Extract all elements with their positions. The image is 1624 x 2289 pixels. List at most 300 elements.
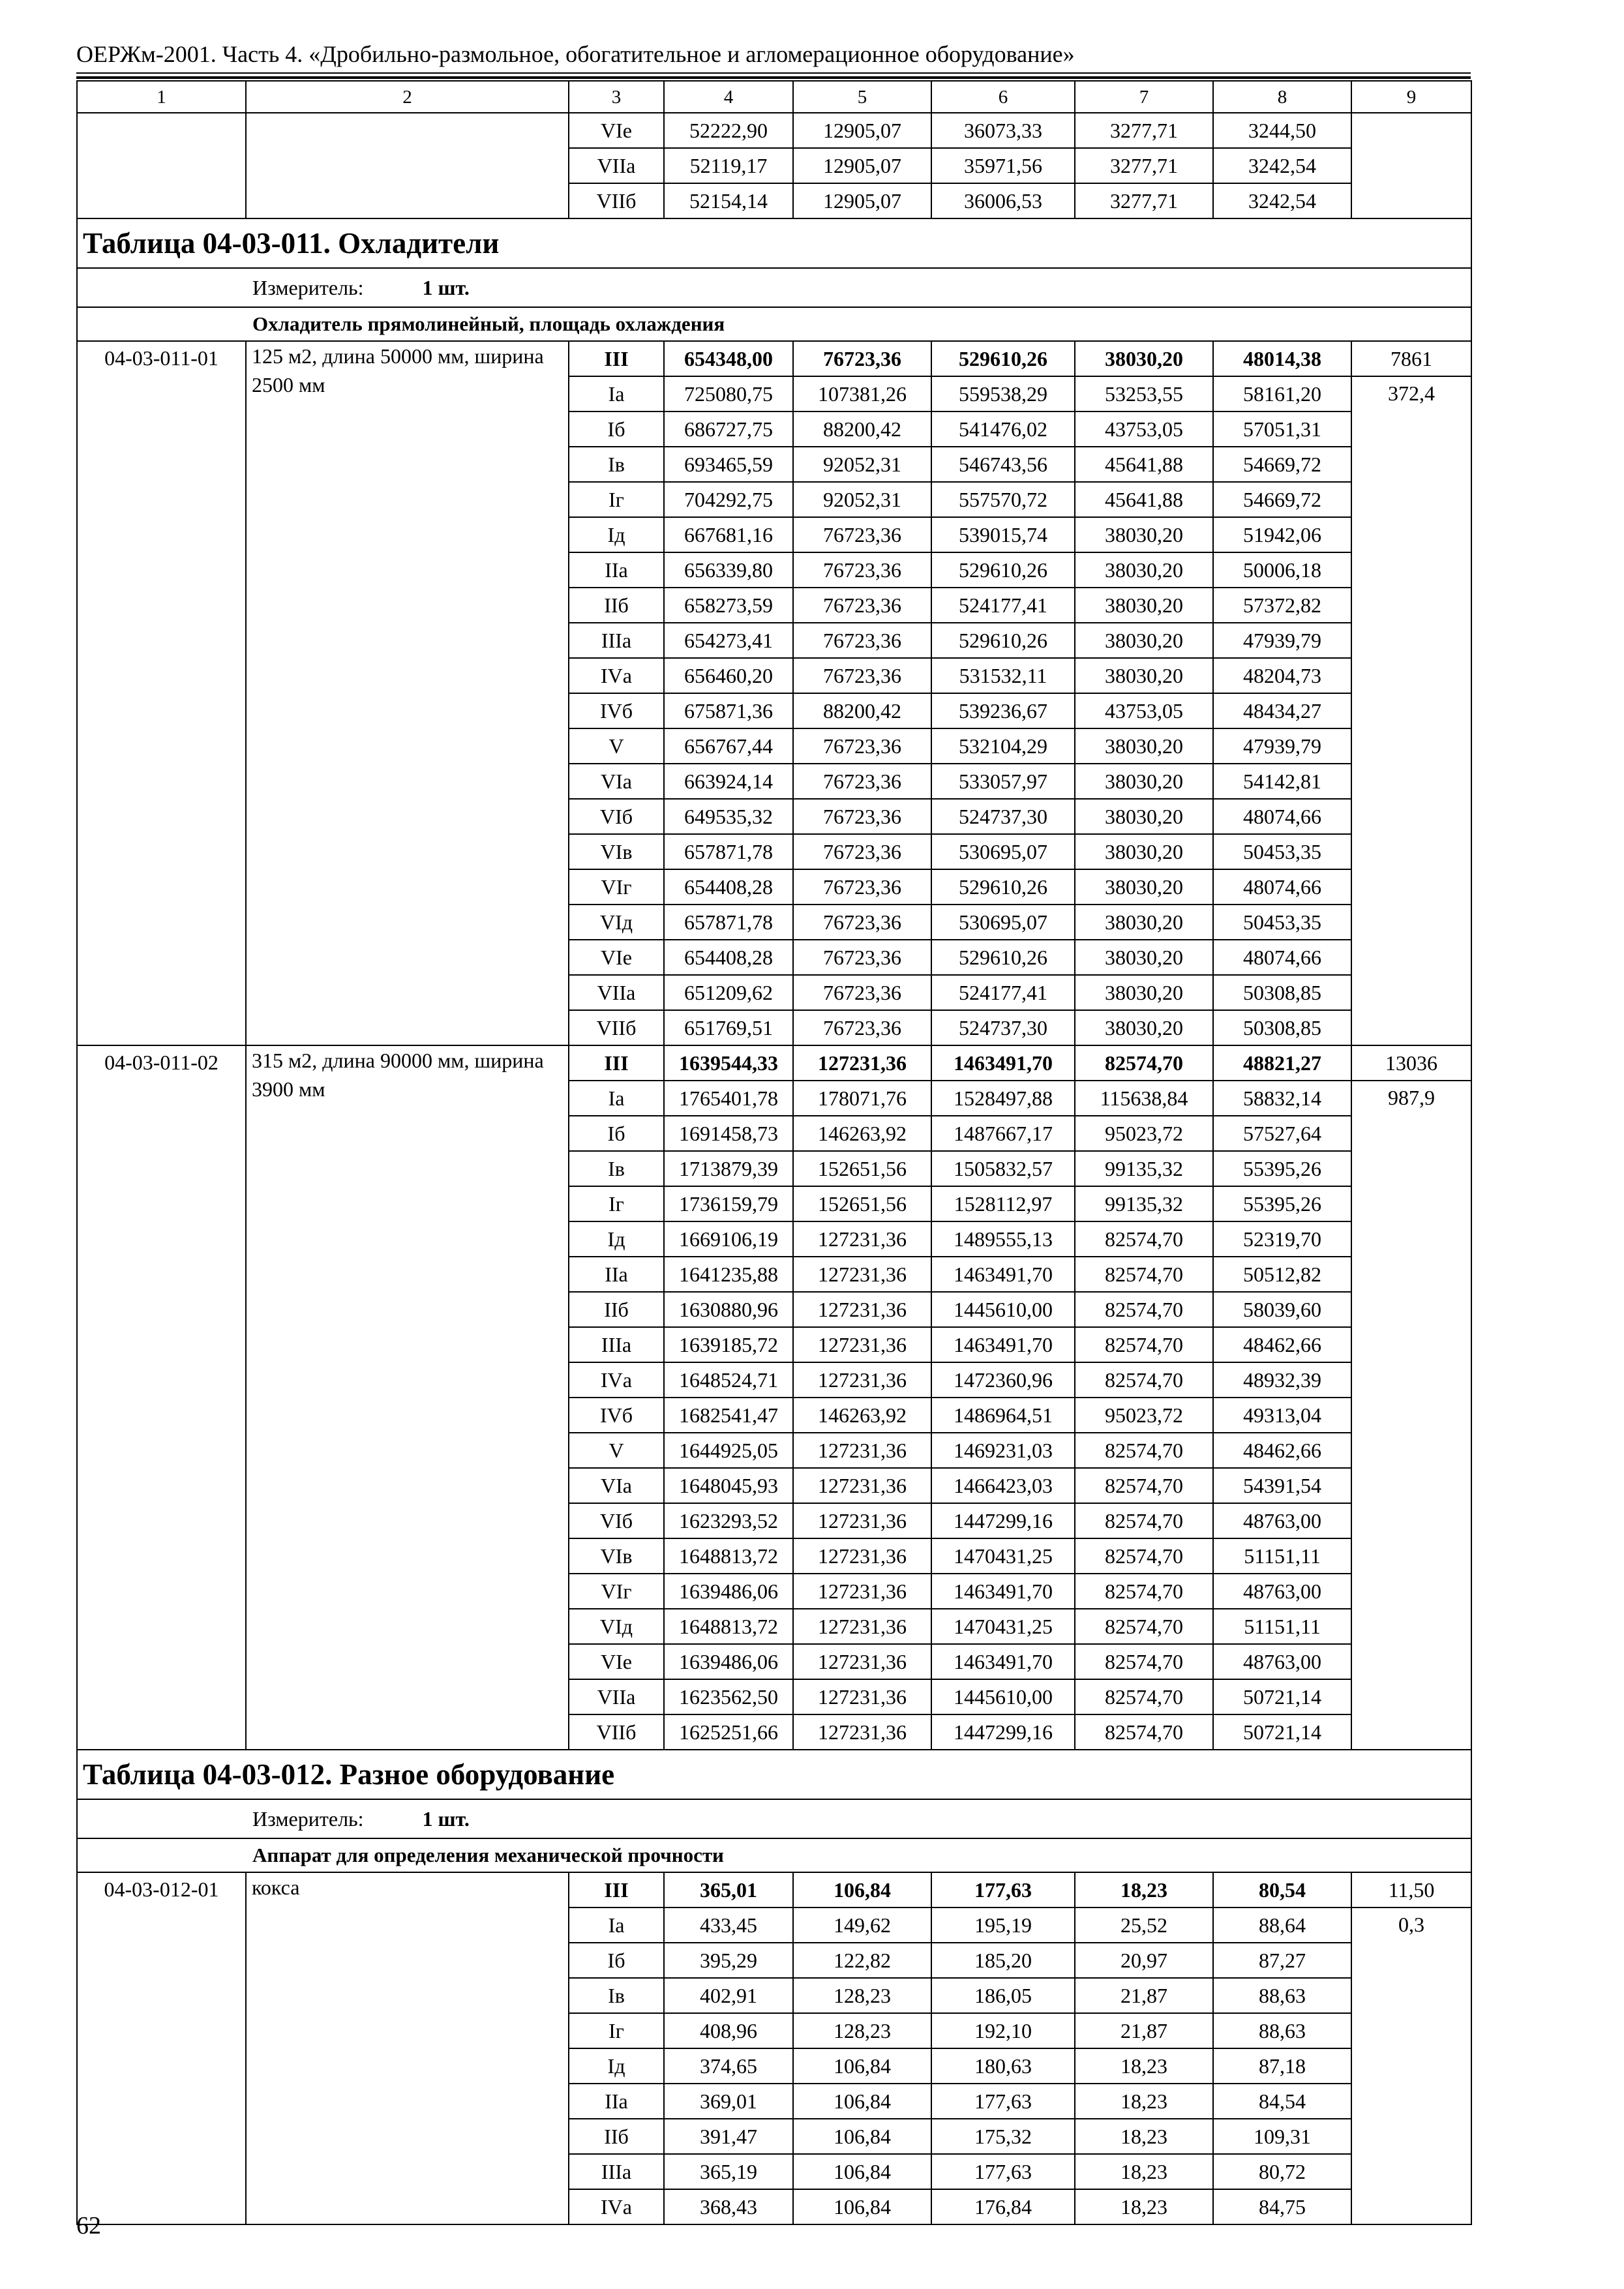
materials-cost-cell: 47939,79	[1213, 728, 1351, 764]
machinist-wages-cell: 82574,70	[1075, 1574, 1213, 1609]
cost-group-cell: VIд	[569, 905, 664, 940]
total-cost-cell: 1669106,19	[664, 1221, 793, 1257]
materials-cost-cell: 50308,85	[1213, 975, 1351, 1010]
measure-line	[78, 1803, 1471, 1835]
total-cost-cell: 1736159,79	[664, 1186, 793, 1221]
subtitle-row	[77, 1838, 1471, 1872]
total-cost-cell: 1639486,06	[664, 1644, 793, 1679]
cost-group-cell: Iв	[569, 1978, 664, 2013]
wages-cell: 127231,36	[793, 1503, 931, 1538]
wages-cell: 127231,36	[793, 1292, 931, 1327]
total-cost-cell: 1630880,96	[664, 1292, 793, 1327]
machinist-wages-cell: 43753,05	[1075, 411, 1213, 447]
machinist-wages-cell: 45641,88	[1075, 447, 1213, 482]
machinist-wages-cell: 82574,70	[1075, 1257, 1213, 1292]
machine-cost-cell: 529610,26	[931, 869, 1075, 905]
machine-cost-cell: 1487667,17	[931, 1116, 1075, 1151]
total-cost-cell: 402,91	[664, 1978, 793, 2013]
machinist-wages-cell: 38030,20	[1075, 834, 1213, 869]
wages-cell: 128,23	[793, 2013, 931, 2048]
machinist-wages-cell: 82574,70	[1075, 1503, 1213, 1538]
wages-cell: 127231,36	[793, 1045, 931, 1081]
machinist-wages-cell: 38030,20	[1075, 940, 1213, 975]
extra-cell: 987,9	[1351, 1081, 1471, 1750]
table-title-row	[77, 1750, 1471, 1799]
total-cost-cell: 52222,90	[664, 113, 793, 148]
cost-group-cell: VIб	[569, 799, 664, 834]
wages-cell: 127231,36	[793, 1574, 931, 1609]
total-cost-cell: 704292,75	[664, 482, 793, 517]
materials-cost-cell: 3242,54	[1213, 183, 1351, 218]
wages-cell: 76723,36	[793, 764, 931, 799]
machinist-wages-cell: 99135,32	[1075, 1186, 1213, 1221]
wages-cell: 127231,36	[793, 1714, 931, 1750]
column-number-cell: 5	[793, 81, 931, 113]
measure-row	[77, 1799, 1471, 1838]
wages-cell: 76723,36	[793, 834, 931, 869]
cost-group-cell: V	[569, 1433, 664, 1468]
wages-cell: 76723,36	[793, 658, 931, 693]
machine-cost-cell: 1463491,70	[931, 1045, 1075, 1081]
cost-group-cell: IIа	[569, 552, 664, 588]
total-cost-cell: 656339,80	[664, 552, 793, 588]
machine-cost-cell: 176,84	[931, 2189, 1075, 2224]
machine-cost-cell: 541476,02	[931, 411, 1075, 447]
machine-cost-cell: 557570,72	[931, 482, 1075, 517]
total-cost-cell: 1648524,71	[664, 1362, 793, 1398]
wages-cell: 106,84	[793, 2048, 931, 2084]
materials-cost-cell: 57051,31	[1213, 411, 1351, 447]
materials-cost-cell: 55395,26	[1213, 1151, 1351, 1186]
extra-cell: 13036	[1351, 1045, 1471, 1081]
extra-cell	[1351, 113, 1471, 218]
machinist-wages-cell: 18,23	[1075, 2154, 1213, 2189]
materials-cost-cell: 55395,26	[1213, 1186, 1351, 1221]
measure-label: Измеритель:	[252, 1807, 364, 1831]
wages-cell: 76723,36	[793, 869, 931, 905]
total-cost-cell: 675871,36	[664, 693, 793, 728]
machinist-wages-cell: 82574,70	[1075, 1327, 1213, 1362]
materials-cost-cell: 3244,50	[1213, 113, 1351, 148]
machine-cost-cell: 532104,29	[931, 728, 1075, 764]
total-cost-cell: 656460,20	[664, 658, 793, 693]
wages-cell: 92052,31	[793, 482, 931, 517]
machine-cost-cell: 1445610,00	[931, 1679, 1075, 1714]
machine-cost-cell: 559538,29	[931, 376, 1075, 411]
rates-table	[76, 80, 1472, 2225]
machine-cost-cell: 1472360,96	[931, 1362, 1075, 1398]
wages-cell: 76723,36	[793, 517, 931, 552]
cost-group-cell: VIIа	[569, 1679, 664, 1714]
wages-cell: 76723,36	[793, 341, 931, 376]
wages-cell: 88200,42	[793, 411, 931, 447]
materials-cost-cell: 50512,82	[1213, 1257, 1351, 1292]
machine-cost-cell: 1470431,25	[931, 1538, 1075, 1574]
total-cost-cell: 368,43	[664, 2189, 793, 2224]
wages-cell: 106,84	[793, 2119, 931, 2154]
machinist-wages-cell: 43753,05	[1075, 693, 1213, 728]
machinist-wages-cell: 38030,20	[1075, 1010, 1213, 1045]
materials-cost-cell: 87,18	[1213, 2048, 1351, 2084]
machinist-wages-cell: 18,23	[1075, 2189, 1213, 2224]
wages-cell: 178071,76	[793, 1081, 931, 1116]
machinist-wages-cell: 38030,20	[1075, 728, 1213, 764]
machine-cost-cell: 195,19	[931, 1908, 1075, 1943]
cost-group-cell: VIIб	[569, 1714, 664, 1750]
machine-cost-cell: 524177,41	[931, 975, 1075, 1010]
wages-cell: 149,62	[793, 1908, 931, 1943]
wages-cell: 88200,42	[793, 693, 931, 728]
cost-group-cell: Iг	[569, 2013, 664, 2048]
machinist-wages-cell: 82574,70	[1075, 1468, 1213, 1503]
cost-group-cell: VIг	[569, 869, 664, 905]
item-name: 315 м2, длина 90000 мм, ширина 3900 мм	[246, 1045, 569, 1750]
total-cost-cell: 1691458,73	[664, 1116, 793, 1151]
total-cost-cell: 52154,14	[664, 183, 793, 218]
cost-group-cell: VIе	[569, 1644, 664, 1679]
total-cost-cell: 365,01	[664, 1872, 793, 1908]
cost-group-cell: IVа	[569, 2189, 664, 2224]
rates-table-body	[77, 81, 1471, 2224]
machine-cost-cell: 1463491,70	[931, 1574, 1075, 1609]
machinist-wages-cell: 38030,20	[1075, 869, 1213, 905]
machine-cost-cell: 533057,97	[931, 764, 1075, 799]
machine-cost-cell: 529610,26	[931, 341, 1075, 376]
cost-group-cell: VIв	[569, 1538, 664, 1574]
column-number-cell: 9	[1351, 81, 1471, 113]
total-cost-cell: 693465,59	[664, 447, 793, 482]
machine-cost-cell: 1447299,16	[931, 1503, 1075, 1538]
machine-cost-cell: 1469231,03	[931, 1433, 1075, 1468]
materials-cost-cell: 47939,79	[1213, 623, 1351, 658]
machinist-wages-cell: 38030,20	[1075, 799, 1213, 834]
cost-group-cell: VIг	[569, 1574, 664, 1609]
materials-cost-cell: 84,75	[1213, 2189, 1351, 2224]
materials-cost-cell: 58832,14	[1213, 1081, 1351, 1116]
materials-cost-cell: 50721,14	[1213, 1714, 1351, 1750]
machinist-wages-cell: 3277,71	[1075, 148, 1213, 183]
item-code: 04-03-012-01	[77, 1872, 246, 2224]
cost-group-cell: VIб	[569, 1503, 664, 1538]
cost-group-cell: Iд	[569, 1221, 664, 1257]
materials-cost-cell: 48462,66	[1213, 1327, 1351, 1362]
machine-cost-cell: 180,63	[931, 2048, 1075, 2084]
machinist-wages-cell: 38030,20	[1075, 975, 1213, 1010]
wages-cell: 106,84	[793, 2084, 931, 2119]
materials-cost-cell: 87,27	[1213, 1943, 1351, 1978]
machine-cost-cell: 546743,56	[931, 447, 1075, 482]
total-cost-cell: 663924,14	[664, 764, 793, 799]
machine-cost-cell: 1445610,00	[931, 1292, 1075, 1327]
total-cost-cell: 1648045,93	[664, 1468, 793, 1503]
column-number-cell: 4	[664, 81, 793, 113]
total-cost-cell: 52119,17	[664, 148, 793, 183]
cost-group-cell: IIа	[569, 1257, 664, 1292]
total-cost-cell: 395,29	[664, 1943, 793, 1978]
total-cost-cell: 1639185,72	[664, 1327, 793, 1362]
machine-cost-cell: 529610,26	[931, 940, 1075, 975]
materials-cost-cell: 51151,11	[1213, 1609, 1351, 1644]
materials-cost-cell: 57372,82	[1213, 588, 1351, 623]
column-number-cell: 6	[931, 81, 1075, 113]
measure-value: 1 шт.	[422, 1807, 470, 1831]
machine-cost-cell: 175,32	[931, 2119, 1075, 2154]
materials-cost-cell: 48074,66	[1213, 869, 1351, 905]
machinist-wages-cell: 95023,72	[1075, 1116, 1213, 1151]
machine-cost-cell: 1463491,70	[931, 1644, 1075, 1679]
wages-cell: 12905,07	[793, 183, 931, 218]
cost-group-cell: III	[569, 1045, 664, 1081]
machinist-wages-cell: 25,52	[1075, 1908, 1213, 1943]
machine-cost-cell: 530695,07	[931, 834, 1075, 869]
machinist-wages-cell: 82574,70	[1075, 1433, 1213, 1468]
wages-cell: 92052,31	[793, 447, 931, 482]
machinist-wages-cell: 3277,71	[1075, 113, 1213, 148]
cost-group-cell: IVа	[569, 658, 664, 693]
materials-cost-cell: 49313,04	[1213, 1398, 1351, 1433]
page-header: ОЕРЖм-2001. Часть 4. «Дробильно-размольное, обогатительное и агломерационное оборудование»	[76, 41, 1075, 67]
machine-cost-cell: 1470431,25	[931, 1609, 1075, 1644]
materials-cost-cell: 51151,11	[1213, 1538, 1351, 1574]
machinist-wages-cell: 3277,71	[1075, 183, 1213, 218]
total-cost-cell: 649535,32	[664, 799, 793, 834]
measure-line	[78, 271, 1471, 304]
total-cost-cell: 1644925,05	[664, 1433, 793, 1468]
wages-cell: 76723,36	[793, 940, 931, 975]
wages-cell: 12905,07	[793, 113, 931, 148]
table-row	[77, 113, 1471, 148]
machinist-wages-cell: 38030,20	[1075, 588, 1213, 623]
cost-group-cell: VIе	[569, 940, 664, 975]
wages-cell: 127231,36	[793, 1679, 931, 1714]
cost-group-cell: VIе	[569, 113, 664, 148]
machinist-wages-cell: 82574,70	[1075, 1644, 1213, 1679]
machinist-wages-cell: 38030,20	[1075, 552, 1213, 588]
machinist-wages-cell: 20,97	[1075, 1943, 1213, 1978]
total-cost-cell: 1648813,72	[664, 1538, 793, 1574]
machine-cost-cell: 539236,67	[931, 693, 1075, 728]
table-subtitle: Охладитель прямолинейный, площадь охлаждения	[77, 307, 1471, 341]
materials-cost-cell: 50453,35	[1213, 905, 1351, 940]
machinist-wages-cell: 95023,72	[1075, 1398, 1213, 1433]
wages-cell: 76723,36	[793, 728, 931, 764]
extra-cell: 0,3	[1351, 1908, 1471, 2224]
materials-cost-cell: 50308,85	[1213, 1010, 1351, 1045]
column-number-cell: 8	[1213, 81, 1351, 113]
materials-cost-cell: 84,54	[1213, 2084, 1351, 2119]
machinist-wages-cell: 82574,70	[1075, 1679, 1213, 1714]
machinist-wages-cell: 38030,20	[1075, 764, 1213, 799]
materials-cost-cell: 58161,20	[1213, 376, 1351, 411]
machinist-wages-cell: 99135,32	[1075, 1151, 1213, 1186]
cost-group-cell: Iб	[569, 1116, 664, 1151]
extra-cell: 372,4	[1351, 376, 1471, 1045]
column-number-cell: 2	[246, 81, 569, 113]
machine-cost-cell: 177,63	[931, 1872, 1075, 1908]
wages-cell: 127231,36	[793, 1433, 931, 1468]
extra-cell: 7861	[1351, 341, 1471, 376]
machinist-wages-cell: 82574,70	[1075, 1362, 1213, 1398]
wages-cell: 127231,36	[793, 1644, 931, 1679]
cost-group-cell: VIа	[569, 1468, 664, 1503]
materials-cost-cell: 54391,54	[1213, 1468, 1351, 1503]
machinist-wages-cell: 53253,55	[1075, 376, 1213, 411]
cost-group-cell: Iб	[569, 411, 664, 447]
materials-cost-cell: 48074,66	[1213, 799, 1351, 834]
cost-group-cell: V	[569, 728, 664, 764]
machine-cost-cell: 36006,53	[931, 183, 1075, 218]
total-cost-cell: 1639544,33	[664, 1045, 793, 1081]
wages-cell: 127231,36	[793, 1221, 931, 1257]
machine-cost-cell: 524737,30	[931, 1010, 1075, 1045]
cost-group-cell: Iд	[569, 517, 664, 552]
cost-group-cell: IIIа	[569, 2154, 664, 2189]
wages-cell: 76723,36	[793, 905, 931, 940]
machinist-wages-cell: 115638,84	[1075, 1081, 1213, 1116]
column-number-row	[77, 81, 1471, 113]
extra-cell: 11,50	[1351, 1872, 1471, 1908]
machinist-wages-cell: 38030,20	[1075, 905, 1213, 940]
total-cost-cell: 1648813,72	[664, 1609, 793, 1644]
table-row	[77, 341, 1471, 376]
header-rule-thick	[76, 76, 1471, 79]
measure-cell	[77, 268, 1471, 307]
cost-group-cell: Iб	[569, 1943, 664, 1978]
total-cost-cell: 1682541,47	[664, 1398, 793, 1433]
subtitle-row	[77, 307, 1471, 341]
total-cost-cell: 408,96	[664, 2013, 793, 2048]
wages-cell: 76723,36	[793, 588, 931, 623]
machinist-wages-cell: 45641,88	[1075, 482, 1213, 517]
machine-cost-cell: 1528497,88	[931, 1081, 1075, 1116]
wages-cell: 76723,36	[793, 799, 931, 834]
total-cost-cell: 374,65	[664, 2048, 793, 2084]
wages-cell: 127231,36	[793, 1538, 931, 1574]
machine-cost-cell: 531532,11	[931, 658, 1075, 693]
machinist-wages-cell: 38030,20	[1075, 623, 1213, 658]
materials-cost-cell: 58039,60	[1213, 1292, 1351, 1327]
table-title-row	[77, 218, 1471, 268]
machine-cost-cell: 1466423,03	[931, 1468, 1075, 1503]
machine-cost-cell: 1489555,13	[931, 1221, 1075, 1257]
materials-cost-cell: 57527,64	[1213, 1116, 1351, 1151]
cost-group-cell: III	[569, 1872, 664, 1908]
item-code: 04-03-011-02	[77, 1045, 246, 1750]
cost-group-cell: VIIб	[569, 1010, 664, 1045]
wages-cell: 107381,26	[793, 376, 931, 411]
total-cost-cell: 667681,16	[664, 517, 793, 552]
measure-row	[77, 268, 1471, 307]
cost-group-cell: IVб	[569, 693, 664, 728]
cost-group-cell: Iд	[569, 2048, 664, 2084]
total-cost-cell: 654348,00	[664, 341, 793, 376]
cost-group-cell: VIIа	[569, 148, 664, 183]
materials-cost-cell: 48763,00	[1213, 1503, 1351, 1538]
machine-cost-cell: 1463491,70	[931, 1257, 1075, 1292]
materials-cost-cell: 54142,81	[1213, 764, 1351, 799]
total-cost-cell: 433,45	[664, 1908, 793, 1943]
materials-cost-cell: 48932,39	[1213, 1362, 1351, 1398]
wages-cell: 127231,36	[793, 1327, 931, 1362]
total-cost-cell: 1713879,39	[664, 1151, 793, 1186]
materials-cost-cell: 3242,54	[1213, 148, 1351, 183]
cost-group-cell: Iг	[569, 482, 664, 517]
machine-cost-cell: 1528112,97	[931, 1186, 1075, 1221]
total-cost-cell: 365,19	[664, 2154, 793, 2189]
wages-cell: 127231,36	[793, 1468, 931, 1503]
cost-group-cell: VIв	[569, 834, 664, 869]
wages-cell: 127231,36	[793, 1257, 931, 1292]
measure-cell	[77, 1799, 1471, 1838]
total-cost-cell: 1623562,50	[664, 1679, 793, 1714]
materials-cost-cell: 51942,06	[1213, 517, 1351, 552]
materials-cost-cell: 48204,73	[1213, 658, 1351, 693]
machinist-wages-cell: 18,23	[1075, 2048, 1213, 2084]
machine-cost-cell: 177,63	[931, 2154, 1075, 2189]
machine-cost-cell: 1447299,16	[931, 1714, 1075, 1750]
cost-group-cell: Iа	[569, 1081, 664, 1116]
item-name: кокса	[246, 1872, 569, 2224]
machine-cost-cell: 36073,33	[931, 113, 1075, 148]
cost-group-cell: VIIа	[569, 975, 664, 1010]
cost-group-cell: Iв	[569, 1151, 664, 1186]
total-cost-cell: 657871,78	[664, 834, 793, 869]
total-cost-cell: 657871,78	[664, 905, 793, 940]
machine-cost-cell: 530695,07	[931, 905, 1075, 940]
total-cost-cell: 654408,28	[664, 869, 793, 905]
machine-cost-cell: 539015,74	[931, 517, 1075, 552]
materials-cost-cell: 48763,00	[1213, 1644, 1351, 1679]
wages-cell: 76723,36	[793, 1010, 931, 1045]
wages-cell: 76723,36	[793, 975, 931, 1010]
machine-cost-cell: 529610,26	[931, 552, 1075, 588]
wages-cell: 127231,36	[793, 1609, 931, 1644]
machinist-wages-cell: 18,23	[1075, 1872, 1213, 1908]
machinist-wages-cell: 82574,70	[1075, 1045, 1213, 1081]
machine-cost-cell: 177,63	[931, 2084, 1075, 2119]
machine-cost-cell: 1486964,51	[931, 1398, 1075, 1433]
total-cost-cell: 1625251,66	[664, 1714, 793, 1750]
cost-group-cell: IVа	[569, 1362, 664, 1398]
materials-cost-cell: 109,31	[1213, 2119, 1351, 2154]
wages-cell: 106,84	[793, 1872, 931, 1908]
materials-cost-cell: 48821,27	[1213, 1045, 1351, 1081]
machinist-wages-cell: 38030,20	[1075, 658, 1213, 693]
wages-cell: 152651,56	[793, 1186, 931, 1221]
machinist-wages-cell: 38030,20	[1075, 517, 1213, 552]
machinist-wages-cell: 82574,70	[1075, 1538, 1213, 1574]
wages-cell: 152651,56	[793, 1151, 931, 1186]
machinist-wages-cell: 38030,20	[1075, 341, 1213, 376]
total-cost-cell: 1765401,78	[664, 1081, 793, 1116]
item-name: 125 м2, длина 50000 мм, ширина 2500 мм	[246, 341, 569, 1045]
measure-label: Измеритель:	[252, 276, 364, 299]
column-number-cell: 3	[569, 81, 664, 113]
page-number: 62	[76, 2212, 101, 2239]
wages-cell: 128,23	[793, 1978, 931, 2013]
materials-cost-cell: 52319,70	[1213, 1221, 1351, 1257]
cost-group-cell: VIа	[569, 764, 664, 799]
machine-cost-cell: 185,20	[931, 1943, 1075, 1978]
table-row	[77, 1872, 1471, 1908]
measure-value: 1 шт.	[422, 276, 470, 299]
total-cost-cell: 1623293,52	[664, 1503, 793, 1538]
total-cost-cell: 654273,41	[664, 623, 793, 658]
machinist-wages-cell: 21,87	[1075, 1978, 1213, 2013]
materials-cost-cell: 88,63	[1213, 2013, 1351, 2048]
cost-group-cell: Iв	[569, 447, 664, 482]
machinist-wages-cell: 82574,70	[1075, 1714, 1213, 1750]
